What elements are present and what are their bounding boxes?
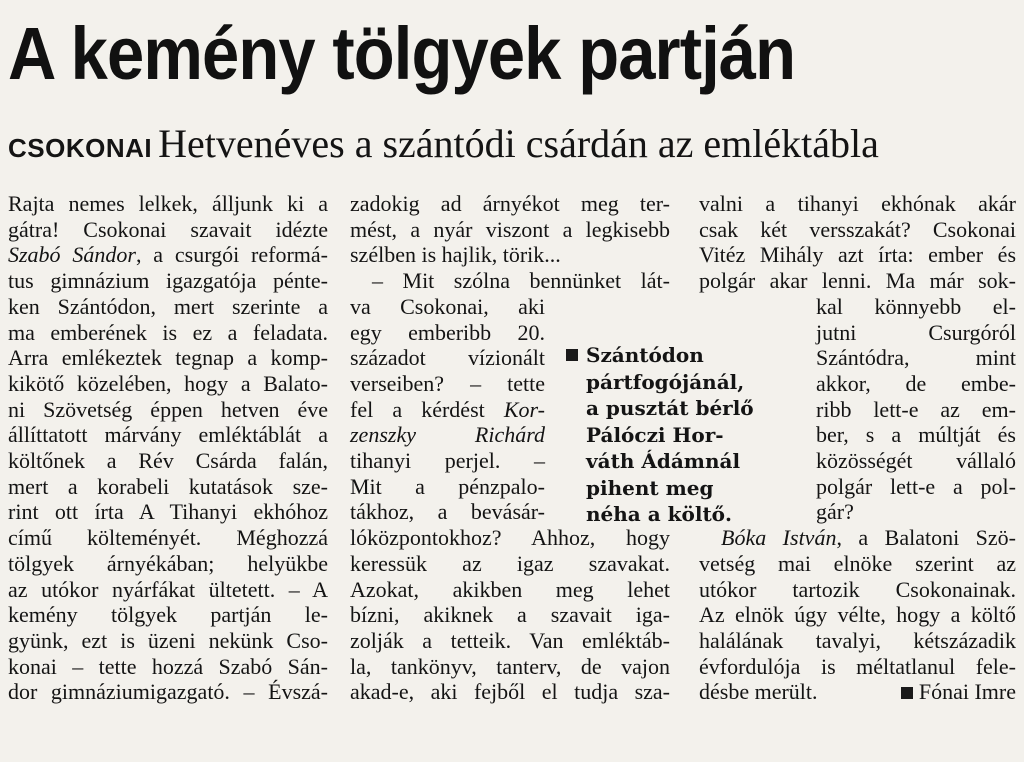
text-line: halálának tavalyi, kétszázadik: [699, 627, 1016, 653]
article-column-1: [8, 191, 328, 705]
text-line: [350, 397, 545, 423]
pull-quote-line: pihent meg: [586, 475, 714, 500]
text-line: tus gimnázium igazgatója pénte-: [8, 268, 328, 294]
text-line: tihanyi perjel. –: [350, 448, 545, 474]
text-line: kikötő közelében, hogy a Balato-: [8, 370, 328, 396]
pull-quote-text: Szántódon: [586, 343, 704, 367]
text-line: akad-e, aki fejből el tudja sza-: [350, 679, 670, 705]
text-line: mert a korabeli kutatások sze-: [8, 473, 328, 499]
text-line: kemény tölgyek partján le-: [8, 602, 328, 628]
text-line: Arra emlékeztek tegnap a komp-: [8, 345, 328, 371]
text-line: ken Szántódon, mert szerinte a: [8, 293, 328, 319]
pull-quote-line: pártfogójánál,: [586, 369, 745, 394]
text-line: gár?: [816, 499, 854, 525]
text-line: polgár lett-e a pol-: [816, 473, 1016, 499]
text-line: századot vízionált: [350, 345, 545, 371]
text-line: ma emberének is ez a feladata.: [8, 319, 328, 345]
text-line: va Csokonai, aki: [350, 293, 545, 319]
text-line: tölgyek árnyékában; helyükbe: [8, 550, 328, 576]
text-line: – Mit szólna bennünket lát-: [372, 268, 670, 294]
text-line: ribb lett-e az em-: [816, 396, 1016, 422]
text-line: Azokat, akikben meg lehet: [350, 576, 670, 602]
text-line: jutni Csurgóról: [816, 319, 1016, 345]
kicker-label: CSOKONAI: [8, 133, 153, 163]
text-line: zolják a tetteik. Van emléktáb-: [350, 627, 670, 653]
text-line: mést, a nyár viszont a legkisebb: [350, 216, 670, 242]
pull-quote-line: váth Ádámnál: [586, 449, 741, 473]
text-line: tákhoz, a bevásár-: [350, 499, 545, 525]
text-line: konai – tette hozzá Szabó Sán-: [8, 653, 328, 679]
text-fragment: désbe merült.: [699, 679, 818, 705]
square-bullet-icon: [901, 687, 913, 699]
text-line: rint ott írta A Tihanyi ekhóhoz: [8, 499, 328, 525]
text-line: polgár akar lenni. Ma már sok-: [699, 268, 1016, 294]
text-line: zenszky Richárd: [350, 422, 545, 448]
text-line: zadokig ad árnyékot meg ter-: [350, 191, 670, 216]
deck-text: Hetvenéves a szántódi csárdán az emléktábla: [158, 121, 879, 166]
byline: [901, 679, 1016, 705]
square-bullet-icon: [566, 349, 578, 361]
text-line: évfordulója is méltatlanul fele-: [699, 653, 1016, 679]
person-name: Bóka István: [721, 525, 837, 551]
text-line: Vitéz Mihály azt írta: ember és: [699, 242, 1016, 268]
author-name: Fónai Imre: [918, 679, 1016, 705]
text-line: költőnek a Rév Csárda falán,: [8, 448, 328, 474]
text-line: szélben is hajlik, törik...: [350, 242, 561, 268]
text-line: az utókor nyárfákat ültetett. – A: [8, 576, 328, 602]
text-line: [8, 242, 328, 268]
text-line: egy emberibb 20.: [350, 319, 545, 345]
text-line: [699, 679, 1016, 705]
subheadline: [8, 120, 1018, 167]
pull-quote-line: a pusztát bérlő: [586, 396, 754, 420]
person-name: Szabó Sándor: [8, 242, 136, 268]
text-line: című költeményét. Méghozzá: [8, 525, 328, 551]
text-line: bízni, akiknek a szavait iga-: [350, 602, 670, 628]
text-line: dor gimnáziumigazgató. – Évszá-: [8, 679, 328, 705]
text-line: verseiben? – tette: [350, 370, 545, 396]
text-line: ber, s a múltját és: [816, 422, 1016, 448]
text-line: gátra! Csokonai szavait idézte: [8, 216, 328, 242]
pull-quote-line: Pálóczi Hor-: [586, 422, 724, 447]
pull-quote-line: néha a költő.: [586, 502, 732, 526]
text-line: vetség mai elnöke szerint az: [699, 550, 1016, 576]
text-line: kal könnyebb el-: [816, 293, 1016, 319]
text-line: [699, 525, 1016, 551]
text-line: lóközpontokhoz? Ahhoz, hogy: [350, 525, 670, 551]
text-line: keressük az igaz szavakat.: [350, 550, 670, 576]
text-line: la, tankönyv, tanterv, de vajon: [350, 653, 670, 679]
text-fragment: fel a kérdést: [350, 396, 485, 422]
text-line: utókor tartozik Csokonainak.: [699, 576, 1016, 602]
person-name: Kor-: [503, 396, 545, 422]
article-column-3: [699, 191, 1016, 705]
text-line: Rajta nemes lelkek, álljunk ki a: [8, 191, 328, 216]
text-line: valni a tihanyi ekhónak akár: [699, 191, 1016, 216]
text-line: Az elnök úgy vélte, hogy a költő: [699, 602, 1016, 628]
text-line: Mit a pénzpalo-: [350, 473, 545, 499]
text-line: közösségét vállaló: [816, 448, 1016, 474]
text-line: ni Szövetség éppen hetven éve: [8, 396, 328, 422]
text-fragment: , a csurgói reformá-: [135, 242, 329, 268]
headline: A kemény tölgyek partján: [8, 12, 796, 95]
text-fragment: , a Balatoni Szö-: [836, 525, 1017, 551]
text-line: állíttatott márvány emléktáblát a: [8, 422, 328, 448]
text-line: akkor, de embe-: [816, 370, 1016, 396]
text-line: csak két versszakát? Csokonai: [699, 216, 1016, 242]
text-line: Szántódra, mint: [816, 345, 1016, 371]
text-line: gyünk, ezt is üzeni nekünk Cso-: [8, 627, 328, 653]
